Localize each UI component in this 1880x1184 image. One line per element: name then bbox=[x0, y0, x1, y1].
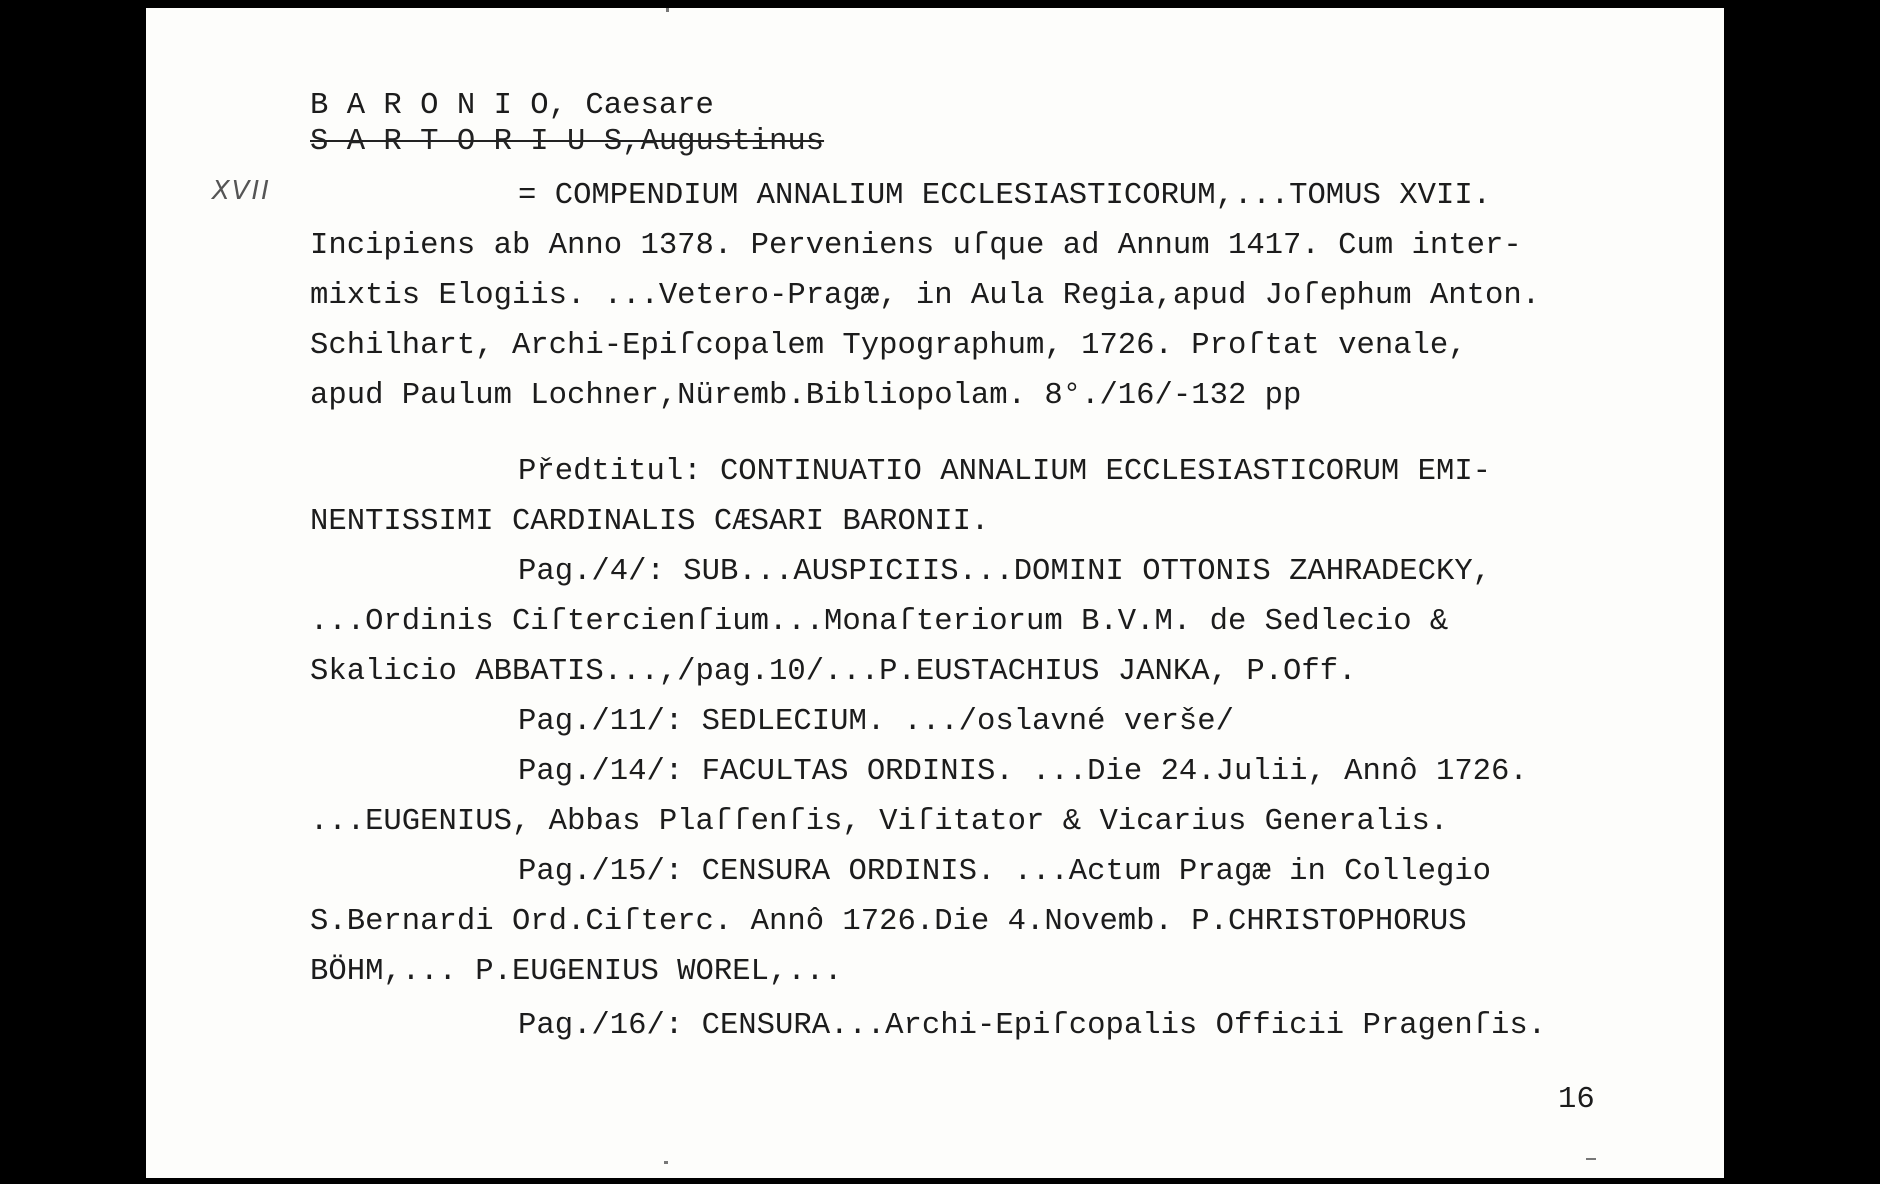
note-line: Pag./11/: SEDLECIUM. .../oslavné verše/ bbox=[518, 705, 1235, 739]
scan-speck bbox=[664, 1161, 668, 1164]
catalog-card bbox=[146, 8, 1724, 1178]
note-line: NENTISSIMI CARDINALIS CÆSARI BARONII. bbox=[310, 505, 990, 539]
note-line: Pag./4/: SUB...AUSPICIIS...DOMINI OTTONIS ZAHRADECKY, bbox=[518, 555, 1492, 589]
scan-speck bbox=[1586, 1158, 1596, 1160]
scan-speck bbox=[666, 8, 669, 12]
imprint-line: apud Paulum Lochner,Nüremb.Bibliopolam. 8°./16/-132 pp bbox=[310, 379, 1302, 413]
note-line: Pag./15/: CENSURA ORDINIS. ...Actum Pragæ in Collegio bbox=[518, 855, 1492, 889]
title-line: Schilhart, Archi-Epiſcopalem Typographum, 1726. Proſtat venale, bbox=[310, 329, 1467, 363]
note-line: Předtitul: CONTINUATIO ANNALIUM ECCLESIASTICORUM EMI- bbox=[518, 455, 1492, 489]
note-line: ...Ordinis Ciſtercienſium...Monaſteriorum B.V.M. de Sedlecio & bbox=[310, 605, 1449, 639]
note-line: Skalicio ABBATIS...,/pag.10/...P.EUSTACHIUS JANKA, P.Off. bbox=[310, 655, 1357, 689]
note-line: Pag./16/: CENSURA...Archi-Epiſcopalis Officii Pragenſis. bbox=[518, 1009, 1547, 1043]
page-number: 16 bbox=[1558, 1083, 1595, 1117]
author-heading: B A R O N I O, Caesare bbox=[310, 89, 714, 123]
margin-volume-note: XVII bbox=[212, 176, 271, 206]
title-line: Incipiens ab Anno 1378. Perveniens uſque ad Annum 1417. Cum inter- bbox=[310, 229, 1522, 263]
note-line: ...EUGENIUS, Abbas Plaſſenſis, Viſitator & Vicarius Generalis. bbox=[310, 805, 1449, 839]
note-line: S.Bernardi Ord.Ciſterc. Annô 1726.Die 4.Novemb. P.CHRISTOPHORUS bbox=[310, 905, 1467, 939]
note-line: Pag./14/: FACULTAS ORDINIS. ...Die 24.Julii, Annô 1726. bbox=[518, 755, 1528, 789]
struck-author-heading: S A R T O R I U S,Augustinus bbox=[310, 125, 825, 159]
title-line: = COMPENDIUM ANNALIUM ECCLESIASTICORUM,...TOMUS XVII. bbox=[518, 179, 1492, 213]
title-line: mixtis Elogiis. ...Vetero-Pragæ, in Aula Regia,apud Joſephum Anton. bbox=[310, 279, 1541, 313]
note-line: BÖHM,... P.EUGENIUS WOREL,... bbox=[310, 955, 843, 989]
